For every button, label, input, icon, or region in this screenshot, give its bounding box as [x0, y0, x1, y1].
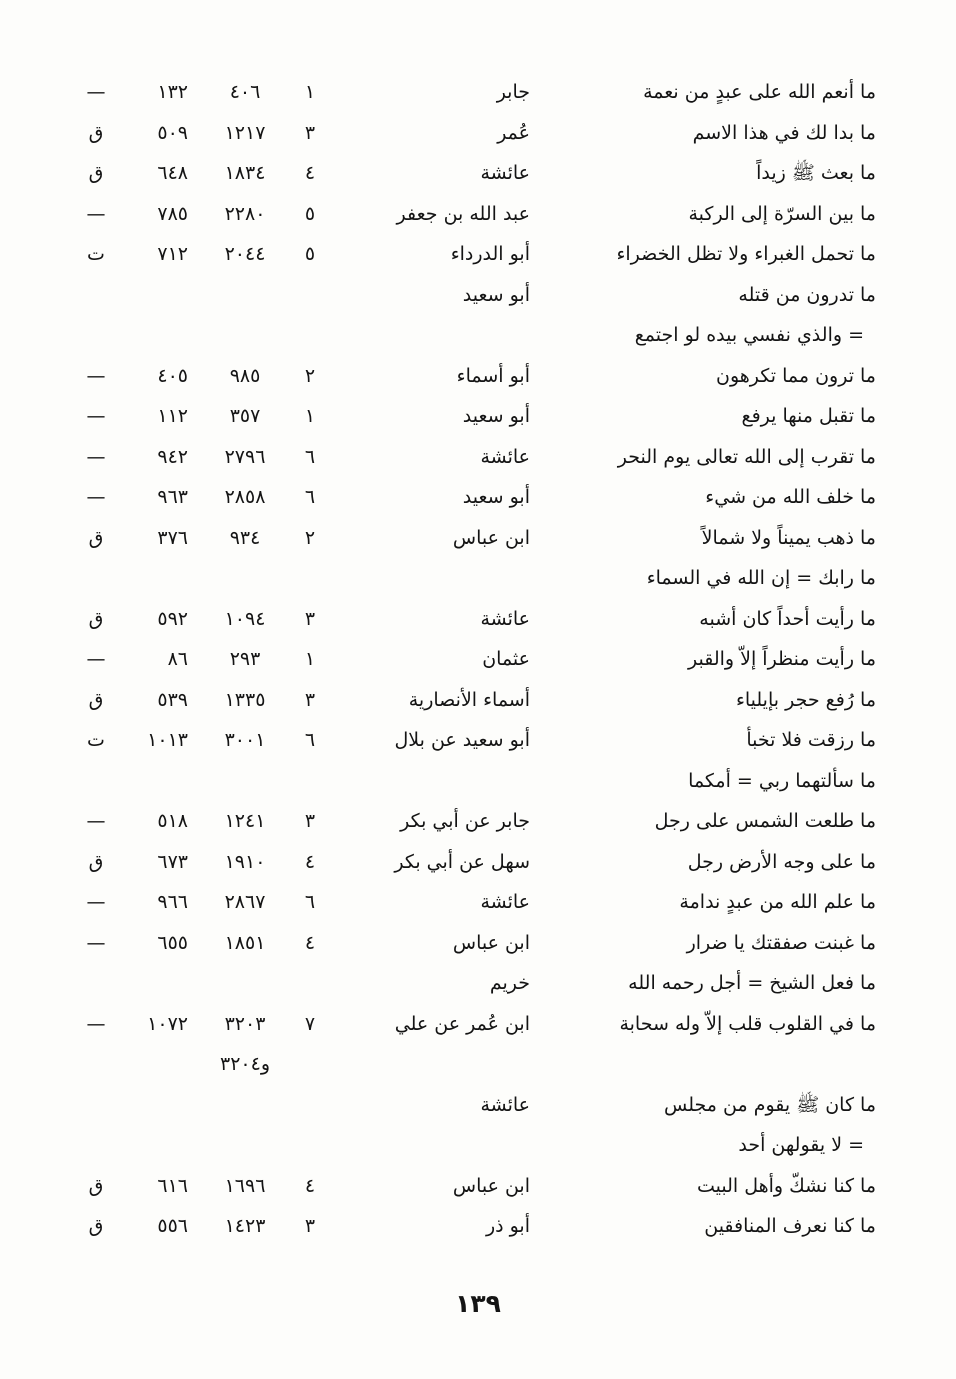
source-mark: ت: [87, 729, 105, 751]
page-ref: ٤٠٥: [157, 364, 188, 387]
page-ref: ٦٥٥: [157, 931, 188, 954]
entry-row: [0, 356, 956, 397]
volume: ٤: [304, 162, 316, 184]
volume: ٣: [304, 810, 316, 832]
source-mark: —: [86, 405, 106, 427]
page-ref: ٩٦٦: [157, 891, 188, 913]
hadith-text: ما في القلوب قلب إلاّ وله سحابة: [619, 1012, 876, 1035]
hadith-text: ما رُفع حجر بإيلياء: [735, 688, 876, 711]
hadith-number: ١٠٩٤: [224, 607, 266, 630]
source-mark: —: [86, 891, 106, 913]
source-mark: ت: [87, 243, 105, 265]
hadith-text: ما تقبل منها يرفع: [741, 405, 876, 427]
hadith-text: ما ترون مما تكرهون: [716, 364, 876, 387]
hadith-text: ما بدا لك في هذا الاسم: [692, 121, 876, 144]
narrator: أبو سعيد عن بلال: [394, 729, 530, 751]
hadith-number: ٢٢٨٠: [224, 202, 266, 225]
source-mark: —: [86, 648, 106, 670]
narrator: ابن عباس: [452, 526, 530, 549]
narrator: عائشة: [480, 445, 530, 468]
page-ref: ٩٤٢: [157, 445, 188, 468]
narrator: أبو الدرداء: [450, 243, 530, 265]
volume: ٤: [304, 931, 316, 954]
page-ref: ٦١٦: [157, 1174, 188, 1197]
volume: ٥: [304, 202, 316, 225]
volume: ٦: [304, 486, 316, 508]
narrator: أبو ذر: [485, 1215, 530, 1237]
entry-row: [0, 72, 956, 113]
volume: ٢: [304, 364, 316, 387]
narrator: عائشة: [480, 1093, 530, 1116]
page-ref: ٥٩٢: [157, 607, 188, 630]
entry-row: [0, 153, 956, 194]
page-ref: ١١٢: [157, 405, 188, 427]
hadith-text: ما تحمل الغبراء ولا تظل الخضراء: [616, 243, 876, 265]
hadith-text: ما خلف الله من شيء: [705, 486, 876, 508]
hadith-number: ١٢١٧: [224, 121, 266, 144]
narrator: عثمان: [482, 648, 530, 670]
volume: ٢: [304, 526, 316, 549]
volume: ٤: [304, 850, 316, 873]
volume: ٦: [304, 445, 316, 468]
entry-row: [0, 882, 956, 923]
narrator: جابر عن أبي بكر: [400, 810, 530, 832]
source-mark: —: [86, 81, 106, 103]
source-mark: ق: [88, 607, 104, 630]
hadith-number: ٩٣٤: [229, 526, 261, 549]
hadith-text: ما سألتهما ربي = أمكما: [688, 769, 876, 792]
hadith-text: ما طلعت الشمس على رجل: [654, 810, 876, 832]
hadith-number: ٢٨٦٧: [224, 891, 266, 913]
page-ref: ٥٥٦: [157, 1215, 188, 1237]
page-ref: ٨٦: [167, 648, 188, 670]
page-ref: ٦٧٣: [157, 850, 188, 873]
volume: ٦: [304, 729, 316, 751]
narrator: عائشة: [480, 607, 530, 630]
volume: ١: [304, 405, 316, 427]
source-mark: ق: [88, 162, 104, 184]
hadith-number: ١٢٤١: [224, 810, 266, 832]
source-mark: —: [86, 202, 106, 225]
narrator: ابن عباس: [452, 931, 530, 954]
source-mark: ق: [88, 526, 104, 549]
narrator: عبد الله بن جعفر: [396, 202, 530, 225]
hadith-number: ١٤٢٣: [224, 1215, 266, 1237]
entry-row: [0, 599, 956, 640]
narrator: عُمر: [497, 121, 530, 144]
page-ref: ١٣٢: [157, 81, 188, 103]
narrator: ابن عُمر عن علي: [394, 1012, 530, 1035]
hadith-number: ١٦٩٦: [224, 1174, 266, 1197]
hadith-text: ما بين السرّة إلى الركبة: [688, 202, 876, 225]
volume: ١: [304, 648, 316, 670]
entry-row: [0, 194, 956, 235]
entry-row: [0, 477, 956, 518]
entry-row: [0, 801, 956, 842]
volume: ٤: [304, 1174, 316, 1197]
entry-row: [0, 275, 956, 316]
hadith-index-list: [0, 72, 956, 1247]
entry-row: [0, 518, 956, 559]
hadith-text: ما رأيت أحداً كان أشبه: [699, 607, 876, 630]
volume: ٣: [304, 607, 316, 630]
entry-row: [0, 842, 956, 883]
source-mark: ق: [88, 850, 104, 873]
volume: ٦: [304, 891, 316, 913]
page-ref: ٩٦٣: [157, 486, 188, 508]
entry-row: [0, 1044, 956, 1085]
source-mark: —: [86, 364, 106, 387]
entry-row: [0, 113, 956, 154]
hadith-text: ما ذهب يميناً ولا شمالاً: [701, 526, 876, 549]
narrator: سهل عن أبي بكر: [394, 850, 530, 873]
hadith-text: ما رأيت منظراً إلاّ والقبر: [688, 648, 876, 670]
narrator: عائشة: [480, 162, 530, 184]
page-ref: ٦٤٨: [157, 162, 188, 184]
source-mark: ق: [88, 1215, 104, 1237]
hadith-text: ما أنعم الله على عبدٍ من نعمة: [643, 81, 876, 103]
source-mark: ق: [88, 121, 104, 144]
volume: ٣: [304, 688, 316, 711]
hadith-text: ما تقرب إلى الله تعالى يوم النحر: [617, 445, 876, 468]
page-ref: ٥١٨: [157, 810, 188, 832]
hadith-text: ما كنا نشكّ وأهل البيت: [697, 1174, 876, 1197]
hadith-text: ما بعث ﷺ زيداً: [756, 162, 876, 184]
entry-row: [0, 1206, 956, 1247]
hadith-text: ما غبنت صفقتك يا ضرار: [686, 931, 876, 954]
narrator: أبو سعيد: [462, 486, 530, 508]
entry-row: [0, 639, 956, 680]
entry-row: [0, 1125, 956, 1166]
hadith-text: ما علم الله من عبدٍ ندامة: [679, 891, 876, 913]
narrator: أسماء الأنصارية: [408, 688, 530, 711]
hadith-number: ٢٧٩٦: [224, 445, 266, 468]
source-mark: ق: [88, 1174, 104, 1197]
entry-row: [0, 396, 956, 437]
volume: ٧: [304, 1012, 316, 1035]
hadith-text: ما تدرون من قتله: [738, 283, 876, 306]
page-number: ١٣٩: [455, 1289, 501, 1318]
hadith-number: ٤٠٦: [229, 81, 261, 103]
narrator: أبو سعيد: [462, 405, 530, 427]
source-mark: —: [86, 445, 106, 468]
hadith-text: ما كان ﷺ يقوم من مجلس: [664, 1093, 876, 1116]
page-ref: ٧٨٥: [157, 202, 188, 225]
entry-row: [0, 963, 956, 1004]
hadith-text: ما فعل الشيخ = أجل رحمه الله: [628, 972, 876, 994]
source-mark: —: [86, 810, 106, 832]
hadith-number: ٣٥٧: [229, 405, 261, 427]
entry-row: [0, 761, 956, 802]
hadith-number: ٣٢٠٣: [224, 1012, 266, 1035]
entry-row: [0, 1004, 956, 1045]
hadith-number: ١٩١٠: [224, 850, 266, 873]
source-mark: —: [86, 486, 106, 508]
narrator: خريم: [489, 972, 530, 994]
hadith-number: ١٣٣٥: [224, 688, 266, 711]
entry-row: [0, 234, 956, 275]
entry-row: [0, 558, 956, 599]
source-mark: —: [86, 931, 106, 954]
hadith-text-continuation: = والذي نفسي بيده لو اجتمع: [634, 324, 864, 346]
hadith-number: ٣٠٠١: [224, 729, 266, 751]
narrator: ابن عباس: [452, 1174, 530, 1197]
narrator: جابر: [496, 81, 530, 103]
narrator: أبو سعيد: [462, 283, 530, 306]
hadith-text: ما رابك = إن الله في السماء: [646, 567, 876, 589]
hadith-number: ٢٠٤٤: [224, 243, 266, 265]
entry-row: [0, 315, 956, 356]
volume: ٥: [304, 243, 316, 265]
volume: ١: [304, 81, 316, 103]
entry-row: [0, 1166, 956, 1207]
page-ref: ٣٧٦: [157, 526, 188, 549]
source-mark: —: [86, 1012, 106, 1035]
source-mark: ق: [88, 688, 104, 711]
hadith-text: ما رزقت فلا تخبأ: [746, 729, 876, 751]
entry-row: [0, 680, 956, 721]
hadith-number: ٩٨٥: [229, 364, 261, 387]
page-ref: ١٠٧٢: [147, 1012, 188, 1035]
hadith-number: ١٨٣٤: [224, 162, 266, 184]
hadith-number-continuation: و٣٢٠٤: [219, 1053, 270, 1075]
page-ref: ٥٣٩: [157, 688, 188, 711]
hadith-text: ما كنا نعرف المنافقين: [704, 1215, 876, 1237]
entry-row: [0, 437, 956, 478]
narrator: أبو أسماء: [456, 364, 530, 387]
page-ref: ٧١٢: [157, 243, 188, 265]
page-ref: ٥٠٩: [157, 121, 188, 144]
volume: ٣: [304, 1215, 316, 1237]
hadith-number: ٢٩٣: [229, 648, 261, 670]
entry-row: [0, 720, 956, 761]
narrator: عائشة: [480, 891, 530, 913]
hadith-text: ما على وجه الأرض رجل: [687, 850, 876, 873]
entry-row: [0, 1085, 956, 1126]
hadith-number: ٢٨٥٨: [224, 486, 266, 508]
hadith-text-continuation: = لا يقولهن أحد: [738, 1134, 864, 1156]
page-ref: ١٠١٣: [147, 729, 188, 751]
hadith-number: ١٨٥١: [224, 931, 266, 954]
entry-row: [0, 923, 956, 964]
volume: ٣: [304, 121, 316, 144]
